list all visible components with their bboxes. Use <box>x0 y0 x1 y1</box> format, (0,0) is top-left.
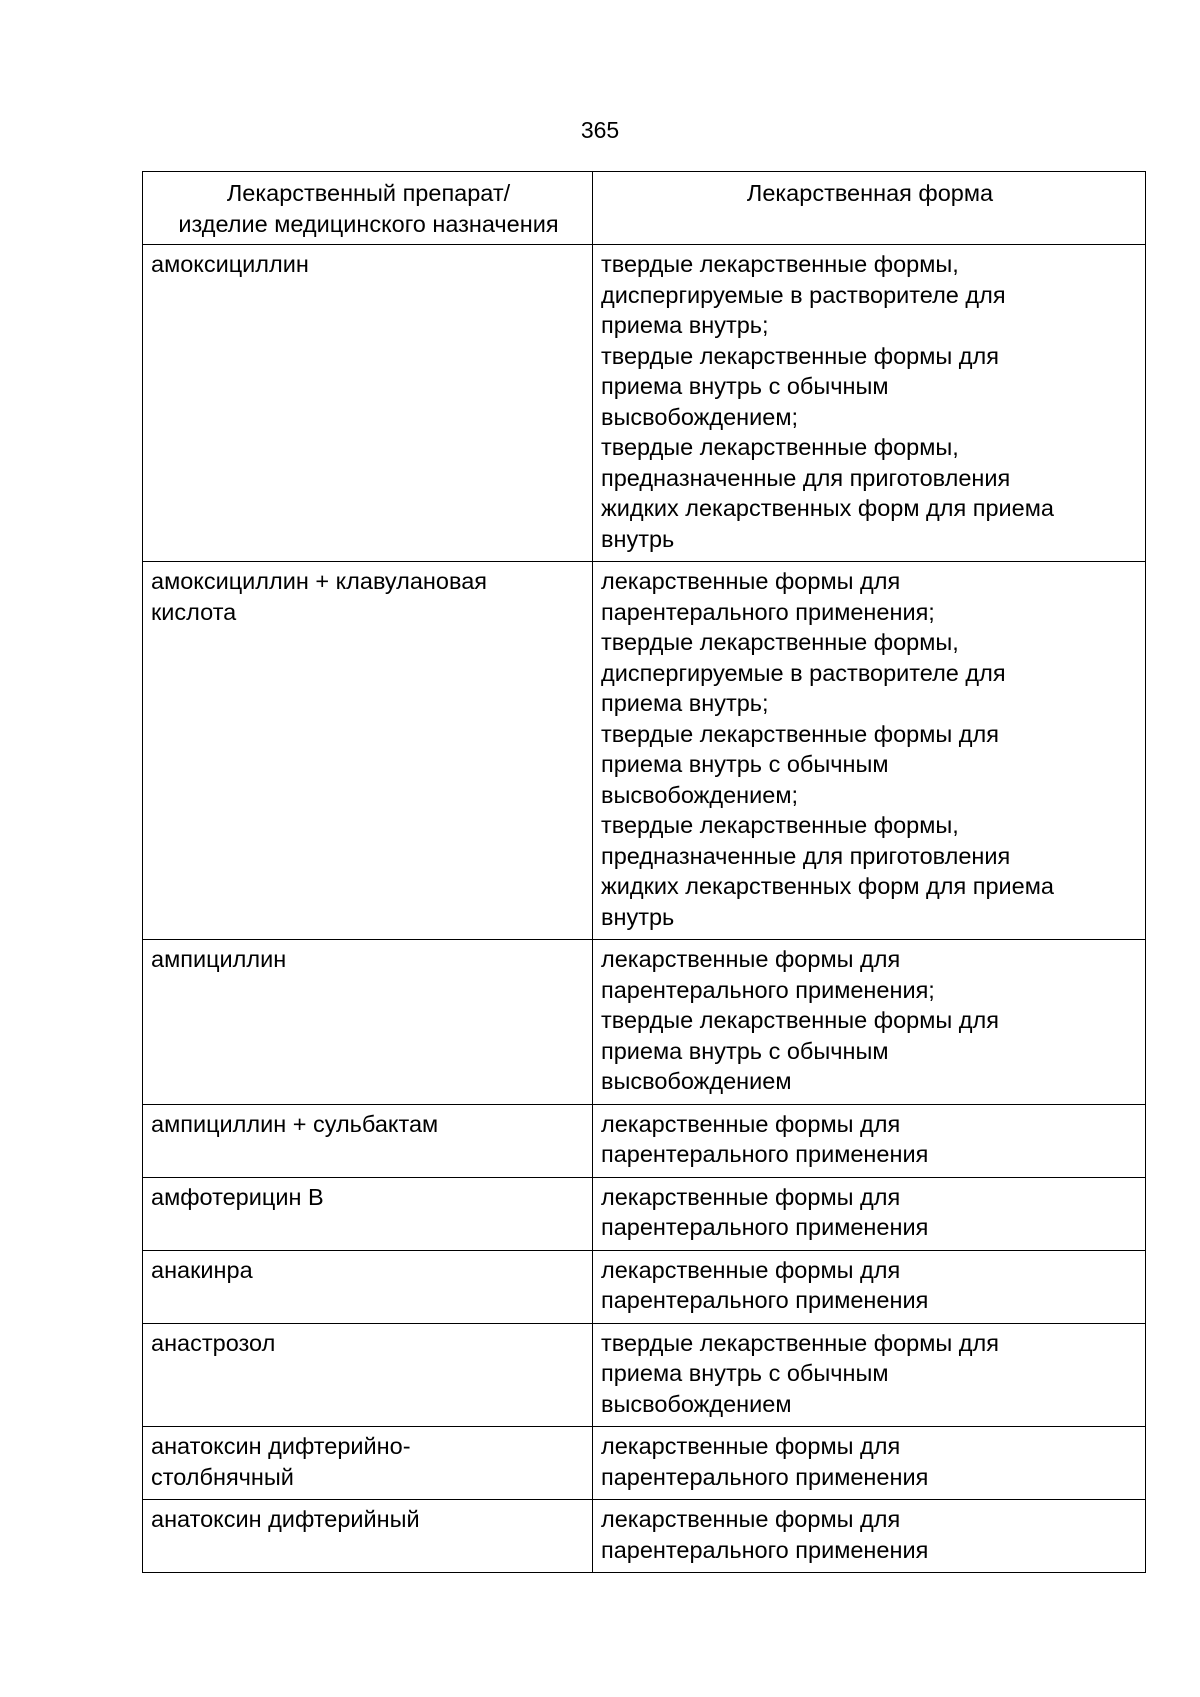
drug-name-cell <box>143 1500 593 1573</box>
header-form-column <box>593 172 1146 245</box>
table-row <box>143 940 1146 1105</box>
dosage-form-line: высвобождением; <box>601 403 799 430</box>
dosage-form-line: приема внутрь с обычным <box>601 1360 889 1386</box>
drug-name-line: амоксициллин <box>151 251 309 277</box>
dosage-form-line: лекарственные формы для <box>601 1256 901 1283</box>
dosage-form-line: твердые лекарственные формы для <box>601 1329 999 1356</box>
dosage-form-line: диспергируемые в растворителе для <box>601 659 1006 686</box>
header-text-line: Лекарственная форма <box>746 180 994 206</box>
drug-name-line: анатоксин дифтерийный <box>151 1506 420 1532</box>
drug-name-line: амоксициллин + клавулановая <box>151 568 487 594</box>
dosage-form-line: высвобождением; <box>601 781 799 808</box>
dosage-form-cell <box>593 940 1146 1105</box>
dosage-form-cell <box>593 1427 1146 1500</box>
dosage-form-line: диспергируемые в растворителе для <box>601 281 1006 308</box>
dosage-form-line: твердые лекарственные формы для <box>601 342 999 369</box>
dosage-form-line: лекарственные формы для <box>601 568 901 594</box>
dosage-form-line: лекарственные формы для <box>601 946 901 972</box>
drug-name-line: столбнячный <box>151 1463 294 1490</box>
table-body <box>143 245 1146 1573</box>
dosage-form-line: высвобождением <box>601 1068 792 1094</box>
drug-name-cell <box>143 1427 593 1500</box>
dosage-form-cell <box>593 1323 1146 1427</box>
dosage-form-line: высвобождением <box>601 1390 792 1417</box>
page-number: 365 <box>580 117 620 143</box>
drug-name-cell <box>143 1250 593 1323</box>
dosage-form-line: твердые лекарственные формы, <box>601 251 959 277</box>
dosage-form-cell <box>593 1177 1146 1250</box>
dosage-form-line: приема внутрь; <box>601 690 769 716</box>
dosage-form-line: парентерального применения <box>601 1287 929 1313</box>
dosage-form-line: парентерального применения; <box>601 598 935 625</box>
dosage-form-cell <box>593 562 1146 940</box>
drug-name-line: амфотерицин В <box>151 1183 324 1210</box>
dosage-form-line: жидких лекарственных форм для приема <box>601 495 1054 521</box>
table-row <box>143 1323 1146 1427</box>
dosage-form-line: лекарственные формы для <box>601 1183 901 1210</box>
dosage-form-line: внутрь <box>601 525 675 552</box>
dosage-form-line: лекарственные формы для <box>601 1110 901 1137</box>
table-header-row <box>143 172 1146 245</box>
table-row <box>143 1104 1146 1177</box>
table-row <box>143 1177 1146 1250</box>
dosage-form-line: парентерального применения <box>601 1141 929 1167</box>
dosage-form-line: твердые лекарственные формы, <box>601 434 959 460</box>
dosage-form-line: предназначенные для приготовления <box>601 464 1011 491</box>
dosage-form-line: внутрь <box>601 903 675 930</box>
dosage-form-line: жидких лекарственных форм для приема <box>601 873 1054 899</box>
dosage-form-cell <box>593 245 1146 562</box>
drug-name-line: кислота <box>151 598 237 625</box>
header-text-line: изделие медицинского назначения <box>178 210 559 237</box>
dosage-form-line: парентерального применения <box>601 1536 929 1563</box>
table-row <box>143 1250 1146 1323</box>
dosage-form-line: твердые лекарственные формы для <box>601 1007 999 1033</box>
dosage-form-cell <box>593 1500 1146 1573</box>
dosage-form-cell <box>593 1250 1146 1323</box>
dosage-form-line: лекарственные формы для <box>601 1433 901 1459</box>
drug-name-line: ампициллин <box>151 946 287 972</box>
dosage-form-line: приема внутрь с обычным <box>601 373 889 399</box>
drug-name-cell <box>143 562 593 940</box>
drug-name-cell <box>143 245 593 562</box>
dosage-form-line: парентерального применения; <box>601 976 935 1003</box>
table-row <box>143 562 1146 940</box>
drug-name-cell <box>143 940 593 1105</box>
table-row <box>143 1500 1146 1573</box>
drug-name-cell <box>143 1323 593 1427</box>
dosage-form-line: приема внутрь с обычным <box>601 1037 889 1064</box>
dosage-form-line: лекарственные формы для <box>601 1506 901 1532</box>
drug-name-line: ампициллин + сульбактам <box>151 1110 439 1137</box>
header-text-line: Лекарственный препарат/ <box>226 180 511 206</box>
dosage-form-line: парентерального применения <box>601 1463 929 1490</box>
dosage-form-line: твердые лекарственные формы для <box>601 720 999 747</box>
drug-name-line: анакинра <box>151 1256 253 1283</box>
dosage-form-line: приема внутрь с обычным <box>601 751 889 777</box>
dosage-form-line: предназначенные для приготовления <box>601 842 1011 869</box>
dosage-form-cell <box>593 1104 1146 1177</box>
dosage-form-line: твердые лекарственные формы, <box>601 629 959 655</box>
drug-table <box>142 171 1146 1573</box>
drug-name-line: анастрозол <box>151 1329 276 1356</box>
dosage-form-line: парентерального применения <box>601 1214 929 1240</box>
drug-name-cell <box>143 1177 593 1250</box>
header-drug-column <box>143 172 593 245</box>
table-row <box>143 245 1146 562</box>
drug-name-cell <box>143 1104 593 1177</box>
dosage-form-line: твердые лекарственные формы, <box>601 812 959 838</box>
dosage-form-line: приема внутрь; <box>601 312 769 338</box>
drug-name-line: анатоксин дифтерийно- <box>151 1433 411 1459</box>
table-row <box>143 1427 1146 1500</box>
